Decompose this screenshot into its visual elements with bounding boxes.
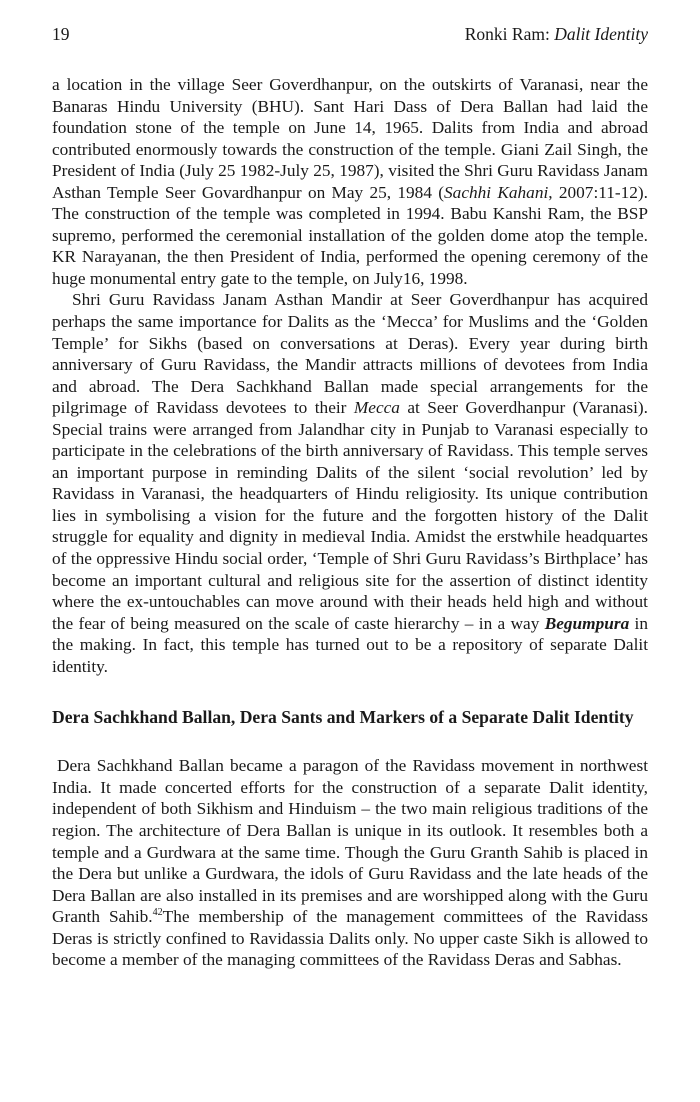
footnote-marker[interactable]: 42 bbox=[152, 907, 163, 919]
paragraph-2-part-1: Shri Guru Ravidass Janam Asthan Mandir at Seer Goverdhanpur has acquired perhaps the same importance for Dalits as the ‘Mecca’ for Muslims and the ‘Golden Temple’ for Sikhs (based on conversations at Deras). Every year during birth anniversary of Guru Ravidass, the Mandir attracts millions of devotees from India and abroad. The Dera Sachkhand Ballan made special arrangements for the pilgrimage of Ravidass devotees to their bbox=[52, 290, 648, 418]
paragraph-3-part-1: Dera Sachkhand Ballan became a paragon of the Ravidass movement in northwest India. It made concerted efforts for the construction of a separate Dalit identity, independent of both Sikhism and Hinduism – the two main religious traditions of the region. The architecture of Dera Ballan is unique in its outlook. It resembles both a temple and a Gurdwara at the same time. Though the Guru Granth Sahib is placed in the Dera but unlike a Gurdwara, the idols of Guru Ravidass and the late heads of the Dera Ballan are also installed in its premises and are worshipped along with the Guru Granth Sahib. bbox=[52, 756, 648, 927]
section-heading: Dera Sachkhand Ballan, Dera Sants and Markers of a Separate Dalit Identity bbox=[52, 707, 634, 728]
paragraph-2-part-3: in the making. In fact, this temple has turned out to be a repository of separate Dalit identity. bbox=[52, 613, 648, 676]
body-text bbox=[52, 74, 648, 971]
paragraph-3-part-2: The membership of the management committees of the Ravidass Deras is strictly confined to Ravidassia Dalits only. No upper caste Sikh is allowed to become a member of the managing committees of the Ravidass Deras and Sabhas. bbox=[52, 907, 648, 970]
begumpura-bold-italic: Begumpura bbox=[544, 613, 630, 633]
paragraph-2-part-2: at Seer Goverdhanpur (Varanasi). Special trains were arranged from Jalandhar city in Punjab to Varanasi especially to participate in the celebrations of the birth anniversary of Ravidass. This temple serves an important purpose in reminding Dalits of the silent ‘social revolution’ led by Ravidass in Varanasi, the headquarters of Hindu religiosity. Its unique contribution lies in symbolising a vision for the future and the forgotten history of the Dalit struggle for equality and dignity in medieval India. Amidst the erstwhile headquartes of the oppressive Hindu social order, ‘Temple of Shri Guru Ravidass’s Birthplace’ has become an important cultural and religious site for the assertion of distinct identity where the ex-untouchables can move around with their heads held high and without the fear of being measured on the scale of caste hierarchy – in a way bbox=[52, 398, 648, 633]
paragraph-2 bbox=[52, 289, 648, 677]
citation-sachhi-kahani: Sachhi Kahani bbox=[444, 182, 549, 202]
paragraph-1-part-2: , 2007:11-12). The construction of the temple was completed in 1994. Babu Kanshi Ram, the BSP supremo, performed the ceremonial installation of the golden dome atop the temple. KR Narayanan, the then President of India, performed the opening ceremony of the huge monumental entry gate to the temple, on July16, 1998. bbox=[52, 182, 649, 288]
page-number: 19 bbox=[52, 24, 70, 44]
mecca-italic: Mecca bbox=[353, 398, 400, 418]
running-head bbox=[465, 22, 648, 46]
paragraph-1 bbox=[52, 74, 648, 289]
running-head-title: Dalit Identity bbox=[554, 24, 648, 44]
paragraph-3 bbox=[52, 755, 648, 970]
paragraph-1-part-1: a location in the village Seer Goverdhanpur, on the outskirts of Varanasi, near the Banaras Hindu University (BHU). Sant Hari Dass of Dera Ballan had laid the foundation stone of the temple on June 14, 1965. Dalits from India and abroad contributed enormously towards the construction of the temple. Giani Zail Singh, the President of India (July 25 1982-July 25, 1987), visited the Shri Guru Ravidass Janam Asthan Temple Seer Govardhanpur on May 25, 1984 ( bbox=[52, 75, 648, 202]
page-header bbox=[52, 22, 648, 46]
running-head-author: Ronki Ram: bbox=[464, 24, 555, 44]
